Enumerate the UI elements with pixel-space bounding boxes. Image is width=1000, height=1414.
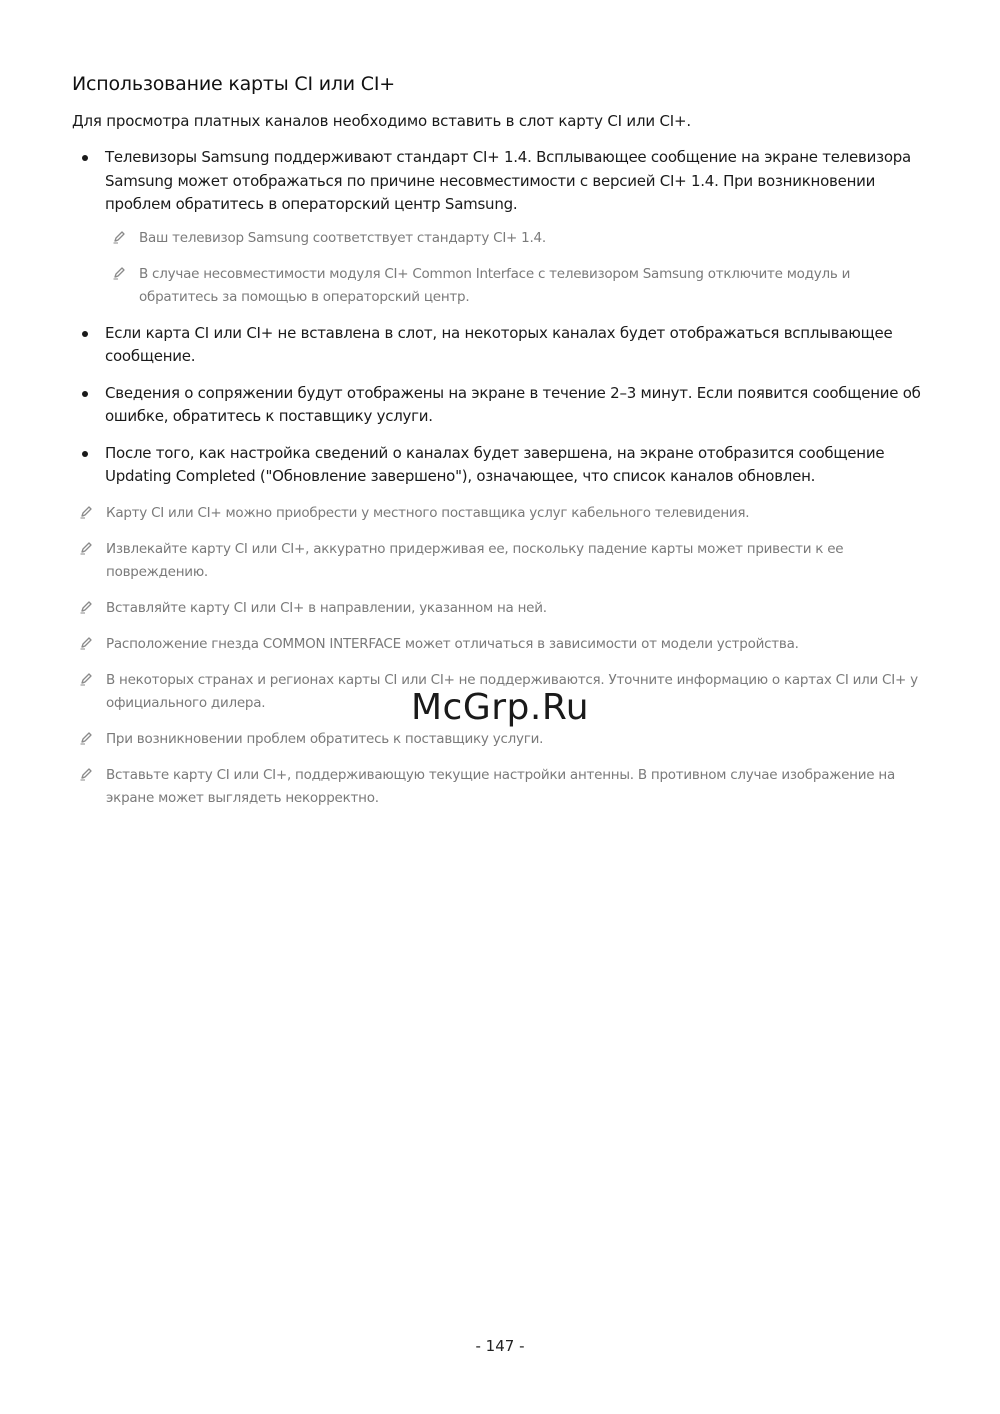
pencil-note-icon [79, 767, 93, 781]
note-item [72, 538, 932, 584]
sub-note-item [105, 263, 932, 309]
bullet-item [72, 146, 932, 309]
note-text: Расположение гнезда COMMON INTERFACE может отличаться в зависимости от модели устройства. [106, 635, 799, 652]
bullet-text: Телевизоры Samsung поддерживают стандарт CI+ 1.4. Всплывающее сообщение на экране телевизора Samsung может отображаться по причине несовместимости с версией CI+ 1.4. При возникновении проблем обратитесь в операторский центр Samsung. [105, 148, 911, 213]
bullet-text: После того, как настройка сведений о каналах будет завершена, на экране отобразится сообщение Updating Completed ("Обновление завершено"), означающее, что список каналов обновлен. [105, 443, 885, 485]
pencil-note-icon [112, 230, 126, 244]
pencil-note-icon [79, 600, 93, 614]
note-text: Извлекайте карту CI или CI+, аккуратно придерживая ее, поскольку падение карты может привести к ее повреждению. [106, 540, 844, 580]
pencil-note-icon [79, 731, 93, 745]
note-item [72, 597, 932, 620]
bullet-item [72, 442, 932, 489]
watermark: McGrp.Ru [410, 687, 590, 728]
pencil-note-icon [79, 541, 93, 555]
pencil-note-icon [79, 672, 93, 686]
bullet-list [72, 146, 932, 489]
bullet-item [72, 382, 932, 429]
note-text: При возникновении проблем обратитесь к поставщику услуги. [106, 730, 544, 747]
note-text: Вставьте карту CI или CI+, поддерживающую текущие настройки антенны. В противном случае изображение на экране может выглядеть некорректно. [106, 766, 895, 806]
note-list [72, 502, 932, 810]
note-item [72, 502, 932, 525]
pencil-note-icon [79, 636, 93, 650]
bullet-dot-icon [82, 331, 88, 337]
note-item [72, 728, 932, 751]
pencil-note-icon [112, 266, 126, 280]
note-item [72, 764, 932, 810]
page-number: - 147 - [475, 1337, 525, 1355]
note-text: В некоторых странах и регионах карты CI или CI+ не поддерживаются. Уточните информацию о картах CI или CI+ у официального дилера. [106, 671, 918, 711]
note-text: Вставляйте карту CI или CI+ в направлении, указанном на ней. [106, 599, 547, 616]
bullet-text: Сведения о сопряжении будут отображены на экране в течение 2–3 минут. Если появится сообщение об ошибке, обратитесь к поставщику услуги. [105, 383, 921, 425]
bullet-item [72, 322, 932, 369]
sub-note-item [105, 227, 932, 250]
note-item [72, 633, 932, 656]
bullet-text: Если карта CI или CI+ не вставлена в слот, на некоторых каналах будет отображаться всплывающее сообщение. [105, 323, 893, 365]
sub-note-list [105, 227, 932, 309]
section-title: Использование карты CI или CI+ [72, 73, 395, 95]
bullet-dot-icon [82, 155, 88, 161]
sub-note-text: В случае несовместимости модуля CI+ Common Interface с телевизором Samsung отключите модуль и обратитесь за помощью в операторский центр. [139, 265, 851, 305]
sub-note-text: Ваш телевизор Samsung соответствует стандарту CI+ 1.4. [139, 229, 546, 246]
bullet-dot-icon [82, 451, 88, 457]
intro-paragraph: Для просмотра платных каналов необходимо вставить в слот карту CI или CI+. [72, 112, 691, 130]
note-text: Карту CI или CI+ можно приобрести у местного поставщика услуг кабельного телевидения. [106, 504, 750, 521]
pencil-note-icon [79, 505, 93, 519]
bullet-dot-icon [82, 391, 88, 397]
